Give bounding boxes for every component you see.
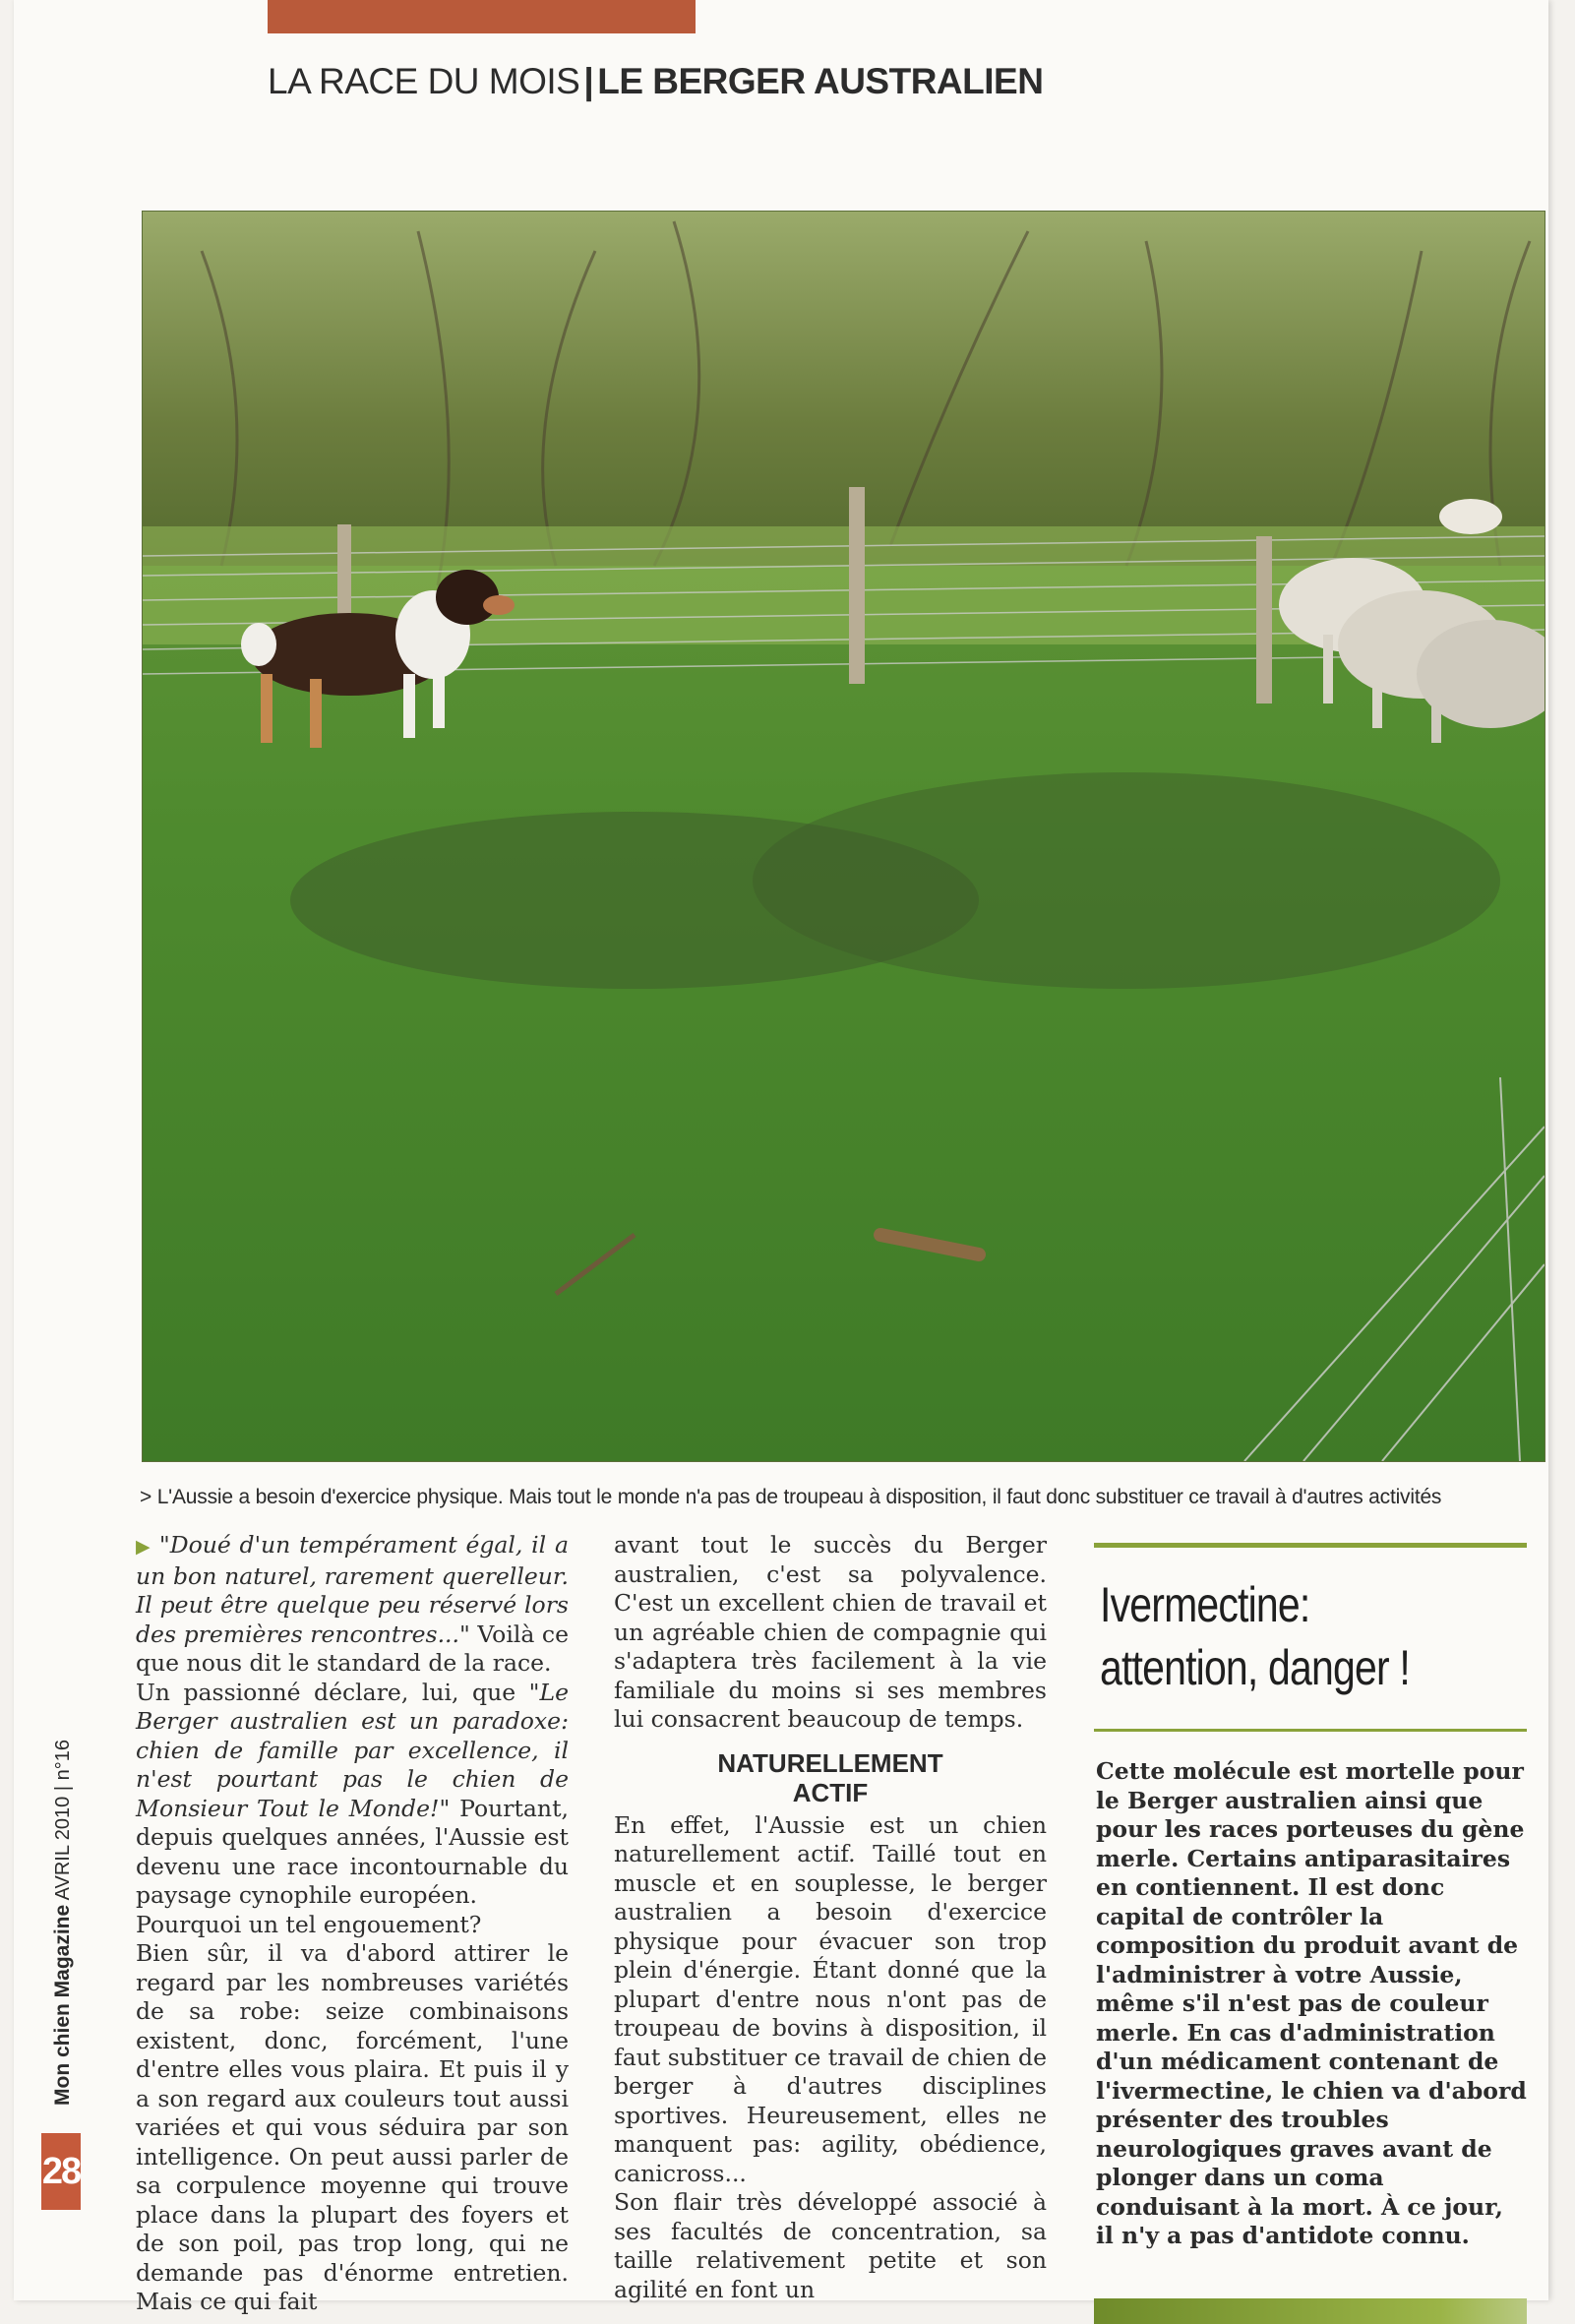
intro-paragraph — [136, 1531, 569, 1679]
sidebar-title-line: attention, danger ! — [1100, 1640, 1410, 1695]
enthusiast-quote: Le Berger australien est un paradoxe: chien de famille par excellence, il n'est pourtant pas le chien de Monsieur Tout le Monde! — [136, 1678, 569, 1822]
photo-caption: > L'Aussie a besoin d'exercice physique. Mais tout le monde n'a pas de troupeau à disposition, il faut donc substituer ce travail à d'autres activités — [140, 1486, 1442, 1508]
section-title: LA RACE DU MOIS — [268, 61, 580, 101]
section-subheading — [614, 1748, 1047, 1807]
magazine-name: Mon chien Magazine — [51, 1904, 74, 2106]
sidebar-body: Cette molécule est mortelle pour le Berger australien ainsi que pour les races porteuses du gène merle. Certains antiparasitaires en contiennent. Il est donc capital de contrôler la composition du produit avant de l'administrer à votre Aussie, même s'il n'est pas de couleur merle. En cas d'administration d'un médicament contenant de l'ivermectine, le chien va d'abord présenter des troubles neurologiques graves avant de plonger dans un coma conduisant à la mort. À ce jour, il n'y a pas d'antidote connu. — [1096, 1757, 1527, 2249]
triangle-bullet-icon: ▶ — [136, 1536, 151, 1558]
sidebar-title-line: Ivermectine: — [1100, 1577, 1310, 1632]
sidebar-title — [1100, 1573, 1450, 1699]
sidebar-divider — [1094, 1729, 1527, 1732]
article-column-2 — [614, 1531, 1047, 2304]
paragraph-text: " Pourtant, depuis quelques années, l'Aussie est devenu une race incontournable du paysage cynophile européen. — [136, 1794, 569, 1909]
subheading-line: ACTIF — [792, 1777, 869, 1807]
page-header — [268, 61, 1043, 102]
body-paragraph: avant tout le succès du Berger australien, c'est sa polyvalence. C'est un excellent chien de travail et un agréable chien de compagnie qui s'adaptera très facilement à la vie familiale du moins si ses membres lui consacrent beaucoup de temps. — [614, 1531, 1047, 1733]
sidebar-top-rule — [1094, 1543, 1527, 1548]
body-paragraph: Son flair très développé associé à ses facultés de concentration, sa taille relativement petite et son agilité en font un — [614, 2188, 1047, 2303]
top-color-bar — [268, 0, 696, 33]
quote-source: Voilà ce que nous dit le standard de la race. — [136, 1620, 569, 1677]
sidebar-bottom-bar — [1094, 2298, 1527, 2324]
passion-paragraph — [136, 1679, 569, 1911]
paragraph-text: Un passionné déclare, lui, que " — [136, 1678, 540, 1706]
dog-herding-sheep-image — [143, 212, 1545, 1461]
standard-quote: "Doué d'un tempérament égal, il a un bon naturel, rarement querelleur. Il peut être quelque peu réservé lors des premières rencontres..." — [136, 1531, 569, 1648]
header-separator: | — [583, 61, 594, 101]
subheading-line: NATURELLEMENT — [717, 1747, 943, 1778]
magazine-page — [14, 0, 1548, 2315]
question-paragraph: Pourquoi un tel engouement? — [136, 1910, 482, 1938]
body-paragraph: Bien sûr, il va d'abord attirer le regard par les nombreuses variétés de sa robe: seize combinaisons existent, donc, forcément, l'une d'entre elles vous plaira. Et puis il y a son regard aux couleurs tout aussi variées et qui vous séduira par son intelligence. On peut aussi parler de sa corpulence moyenne qui trouve place dans la plupart des foyers et de son poil, pas trop long, qui ne demande pas d'énorme entretien. Mais ce qui fait — [136, 1939, 569, 2315]
ivermectine-sidebar — [1094, 1543, 1527, 2324]
body-paragraph: En effet, l'Aussie est un chien naturellement actif. Taillé tout en muscle et en souplesse, le berger australien a besoin d'exercice physique pour évacuer son trop plein d'énergie. Étant donné que la plupart d'entre nous n'ont pas de troupeau de bovins à disposition, il faut substituer ce travail de chien de berger à d'autres disciplines sportives. Heureusement, elles ne manquent pas: agility, obédience, canicross... — [614, 1810, 1047, 2187]
magazine-info — [51, 1740, 87, 2106]
page-number: 28 — [41, 2133, 81, 2210]
article-column-1 — [136, 1531, 569, 2317]
article-photo — [142, 211, 1545, 1462]
breed-title: LE BERGER AUSTRALIEN — [597, 61, 1044, 101]
issue-date: AVRIL 2010 | n°16 — [52, 1740, 74, 1901]
